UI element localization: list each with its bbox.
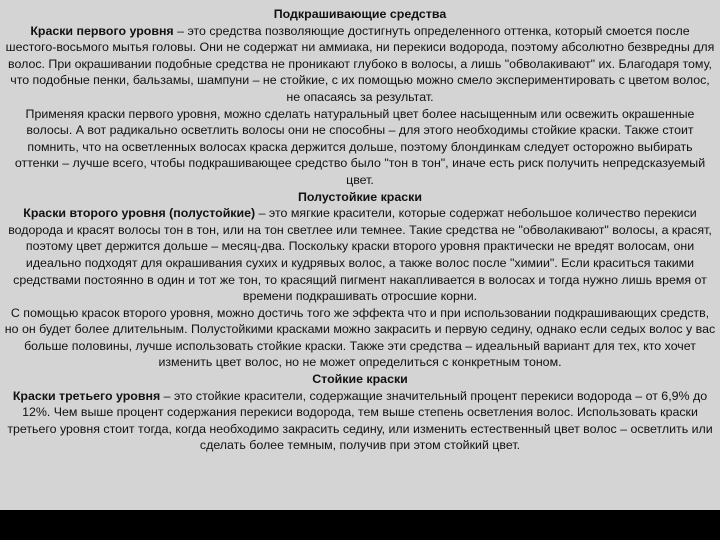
heading-semi-tinting: Подкрашивающие средства [273, 7, 447, 21]
text-first-level: – это средства позволяющие достигнуть определенного оттенка, который смоется после шестого-восьмого мытья головы. Они не содержат ни аммиака, ни перекиси водорода, поэтому абсолютно безвредны для волос. При окрашивании подобные средства не проникают глубоко в волосы, а лишь "обволакивают" их. Благодаря тому, что подобные пенки, бальзамы, шампуни – не стойкие, с их помощью можно смело экспериментировать с цветом волос, не опасаясь за результат. [5, 23, 715, 104]
heading-semi-permanent: Полустойкие краски [298, 189, 422, 204]
term-second-level: Краски второго уровня (полустойкие) [23, 206, 256, 221]
paragraph-first-level-usage: Применяя краски первого уровня, можно сделать натуральный цвет более насыщенным или освежить окрашенные волосы. А вот радикально осветлить волосы они не способны – для этого необходимы стойкие краски. Также стоит помнить, что на осветленных волосах краска держится дольше, поэтому блондинкам следует осторожно выбирать оттенки – лучше всего, чтобы подкрашивающее средство было "тон в тон", иначе есть риск получить непредсказуемый цвет. [14, 106, 706, 187]
text-second-level: – это мягкие красители, которые содержат небольшое количество перекиси водорода и красят волосы тон в тон, или на тон светлее или темнее. Такие средства не "обволакивают" волосы, а красят, поэтому цвет держится дольше – месяц-два. Поскольку краски второго уровня практически не вредят волосам, они идеально подходят для окрашивания сухих и кудрявых волос, а также волос после "химии". Если краситься такими средствами постоянно в один и тот же тон, то красящий пигмент накапливается в волосах и тогда нужно лишь время от времени подкрашивать отросшие корни. [8, 206, 712, 304]
text-third-level: – это стойкие красители, содержащие значительный процент перекиси водорода – от 6,9% до 12%. Чем выше процент содержания перекиси водорода, тем выше степень осветления волос. Использовать краски третьего уровня стоит тогда, когда необходимо закрасить седину, или изменить естественный цвет волос – осветлить или сделать более темным, получив при этом стойкий цвет. [7, 388, 713, 453]
paragraph-third-level [4, 388, 716, 454]
document-body [4, 6, 716, 454]
paragraph-second-level [4, 205, 716, 305]
heading-permanent: Стойкие краски [312, 372, 408, 387]
term-third-level: Краски третьего уровня [12, 388, 161, 403]
bottom-black-bar [0, 510, 720, 540]
term-first-level: Краски первого уровня [30, 23, 174, 38]
paragraph-second-level-usage: С помощью красок второго уровня, можно достичь того же эффекта что и при использовании подкрашивающих средств, но он будет более длительным. Полустойкими красками можно закрасить и первую седину, однако если седых волос у вас больше половины, лучше использовать стойкие краски. Также эти средства – идеальный вариант для тех, кто хочет изменить цвет волос, но не может определиться с конкретным тоном. [4, 305, 716, 370]
paragraph-first-level [4, 23, 716, 106]
